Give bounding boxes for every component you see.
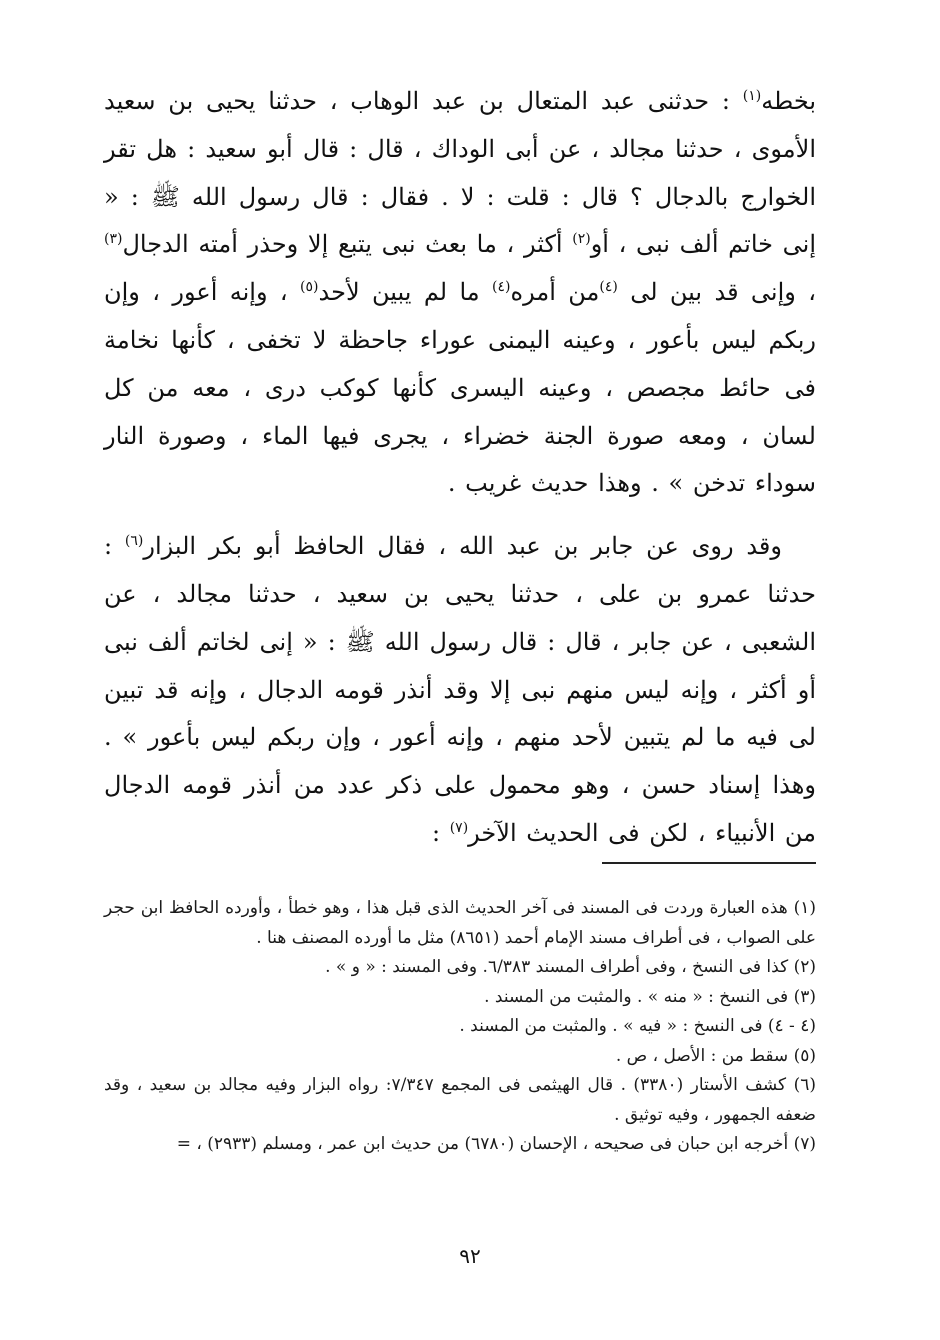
text-run: ما لم يبين لأحد — [318, 278, 493, 307]
text-run: ، وإنى قد بين لى — [617, 278, 816, 307]
text-run: بخطه — [761, 87, 816, 115]
footnote-7: (٧) أخرجه ابن حبان فى صحيحه ، الإحسان (٦٧٨٠) من حديث ابن عمر ، ومسلم (٢٩٣٣) ، = — [176, 1134, 816, 1154]
footnote-marker-3[interactable]: (٣) — [104, 231, 123, 248]
text-run: ، وإنه أعور ، وإن ربكم ليس بأعور ، وعينه اليمنى عوراء جاحظة لا تخفى ، كأنها نخامة فى حائط مجصص ، وعينه اليسرى كأنها كوكب درى ، معه من كل لسان ، ومعه صورة الجنة خضراء ، يجرى فيها الماء ، وصورة النار سوداء تدخن » . وهذا حديث غريب . — [104, 278, 816, 498]
main-text — [104, 78, 816, 858]
footnote-6: (٦) كشف الأستار (٣٣٨٠) . قال الهيثمى فى المجمع ٧/٣٤٧: رواه البزار وفيه مجالد بن سعيد ، وقد ضعفه الجمهور ، وفيه توثيق . — [104, 1075, 816, 1125]
text-run: من أمره — [510, 278, 600, 307]
text-run: : — [431, 818, 450, 847]
footnote-marker-7[interactable]: (٧) — [449, 819, 469, 836]
footnote-marker-4-close[interactable]: (٤) — [492, 279, 511, 296]
page-number: ٩٢ — [459, 1244, 481, 1268]
footnote-marker-6[interactable]: (٦) — [124, 533, 144, 550]
footnote-5: (٥) سقط من : الأصل ، ص . — [615, 1045, 816, 1066]
footnote-marker-2[interactable]: (٢) — [572, 231, 591, 248]
footnote-separator — [602, 862, 816, 864]
text-run: : حدثنا عمرو بن على ، حدثنا يحيى بن سعيد ، حدثنا مجالد ، عن الشعبى ، عن جابر ، قال : قال رسول الله ﷺ : « إنى لخاتم ألف نبى أو أكثر ، وإنه ليس منهم نبى إلا وقد أنذر قومه الدجال ، وإنه قد تبين لى فيه ما لم يتبين لأحد منهم ، وإنه أعور ، وإن ربكم ليس بأعور » . وهذا إسناد حسن ، وهو محمول على ذكر عدد من أنذر قومه الدجال من الأنبياء ، لكن فى الحديث الآخر — [104, 532, 816, 847]
footnote-3: (٣) فى النسخ : « منه » . والمثبت من المسند . — [484, 986, 816, 1007]
text-run: : حدثنى عبد المتعال بن عبد الوهاب ، حدثنا يحيى بن سعيد الأموى ، حدثنا مجالد ، عن أبى الوداك ، قال : قال أبو سعيد : هل تقر الخوارج بالدجال ؟ قال : قلت : لا . فقال : قال رسول الله ﷺ : « إنى خاتم ألف نبى ، أو — [104, 87, 816, 259]
footnote-marker-5[interactable]: (٥) — [300, 279, 319, 296]
text-run: وقد روى عن جابر بن عبد الله ، فقال الحافظ أبو بكر البزار — [143, 532, 782, 561]
footnote-2: (٢) كذا فى النسخ ، وفى أطراف المسند ٦/٣٨٣. وفى المسند : « و » . — [325, 957, 816, 977]
paragraph-1 — [104, 78, 816, 508]
footnote-marker-4-open[interactable]: (٤) — [599, 279, 618, 296]
footnote-marker-1[interactable]: (١) — [742, 88, 762, 104]
footnote-1: (١) هذه العبارة وردت فى المسند فى آخر الحديث الذى قبل هذا ، وهو خطأ ، وأورده الحافظ ابن حجر على الصواب ، فى أطراف مسند الإمام أحمد (٨٦٥١) مثل ما أورده المصنف هنا . — [104, 898, 816, 948]
paragraph-2 — [104, 523, 816, 858]
footnotes — [104, 894, 816, 1160]
text-run: أكثر ، ما بعث نبى يتبع إلا وحذر أمته الدجال — [122, 230, 573, 259]
footnote-4: (٤ - ٤) فى النسخ : « فيه » . والمثبت من المسند . — [459, 1016, 816, 1036]
